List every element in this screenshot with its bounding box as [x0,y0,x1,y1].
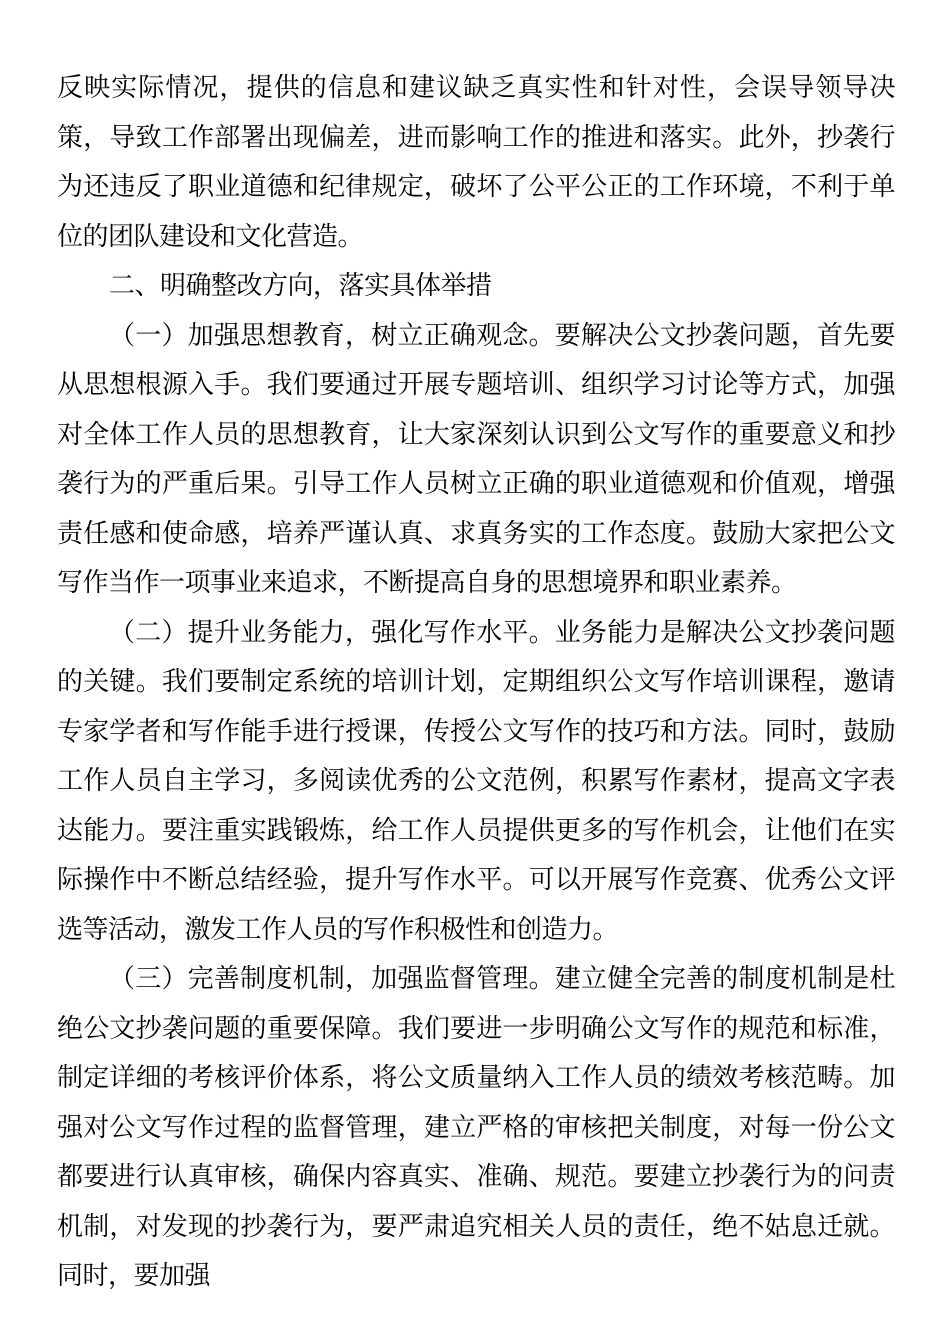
document-body [57,63,895,1301]
paragraph-measure-1: （一）加强思想教育，树立正确观念。要解决公文抄袭问题，首先要从思想根源入手。我们要通过开展专题培训、组织学习讨论等方式，加强对全体工作人员的思想教育，让大家深刻认识到公文写作的重要意义和抄袭行为的严重后果。引导工作人员树立正确的职业道德观和价值观，增强责任感和使命感，培养严谨认真、求真务实的工作态度。鼓励大家把公文写作当作一项事业来追求，不断提高自身的思想境界和职业素养。 [57,319,895,597]
paragraph-continuation: 反映实际情况，提供的信息和建议缺乏真实性和针对性，会误导领导决策，导致工作部署出现偏差，进而影响工作的推进和落实。此外，抄袭行为还违反了职业道德和纪律规定，破坏了公平公正的工作环境，不利于单位的团队建设和文化营造。 [57,72,895,251]
section-heading: 二、明确整改方向，落实具体举措 [109,270,492,300]
paragraph-measure-3: （三）完善制度机制，加强监督管理。建立健全完善的制度机制是杜绝公文抄袭问题的重要保障。我们要进一步明确公文写作的规范和标准，制定详细的考核评价体系，将公文质量纳入工作人员的绩效考核范畴。加强对公文写作过程的监督管理，建立严格的审核把关制度，对每一份公文都要进行认真审核，确保内容真实、准确、规范。要建立抄袭行为的问责机制，对发现的抄袭行为，要严肃追究相关人员的责任，绝不姑息迁就。同时，要加强 [57,963,895,1290]
paragraph-measure-2: （二）提升业务能力，强化写作水平。业务能力是解决公文抄袭问题的关键。我们要制定系统的培训计划，定期组织公文写作培训课程，邀请专家学者和写作能手进行授课，传授公文写作的技巧和方法。同时，鼓励工作人员自主学习，多阅读优秀的公文范例，积累写作素材，提高文字表达能力。要注重实践锻炼，给工作人员提供更多的写作机会，让他们在实际操作中不断总结经验，提升写作水平。可以开展写作竞赛、优秀公文评选等活动，激发工作人员的写作积极性和创造力。 [57,616,895,944]
